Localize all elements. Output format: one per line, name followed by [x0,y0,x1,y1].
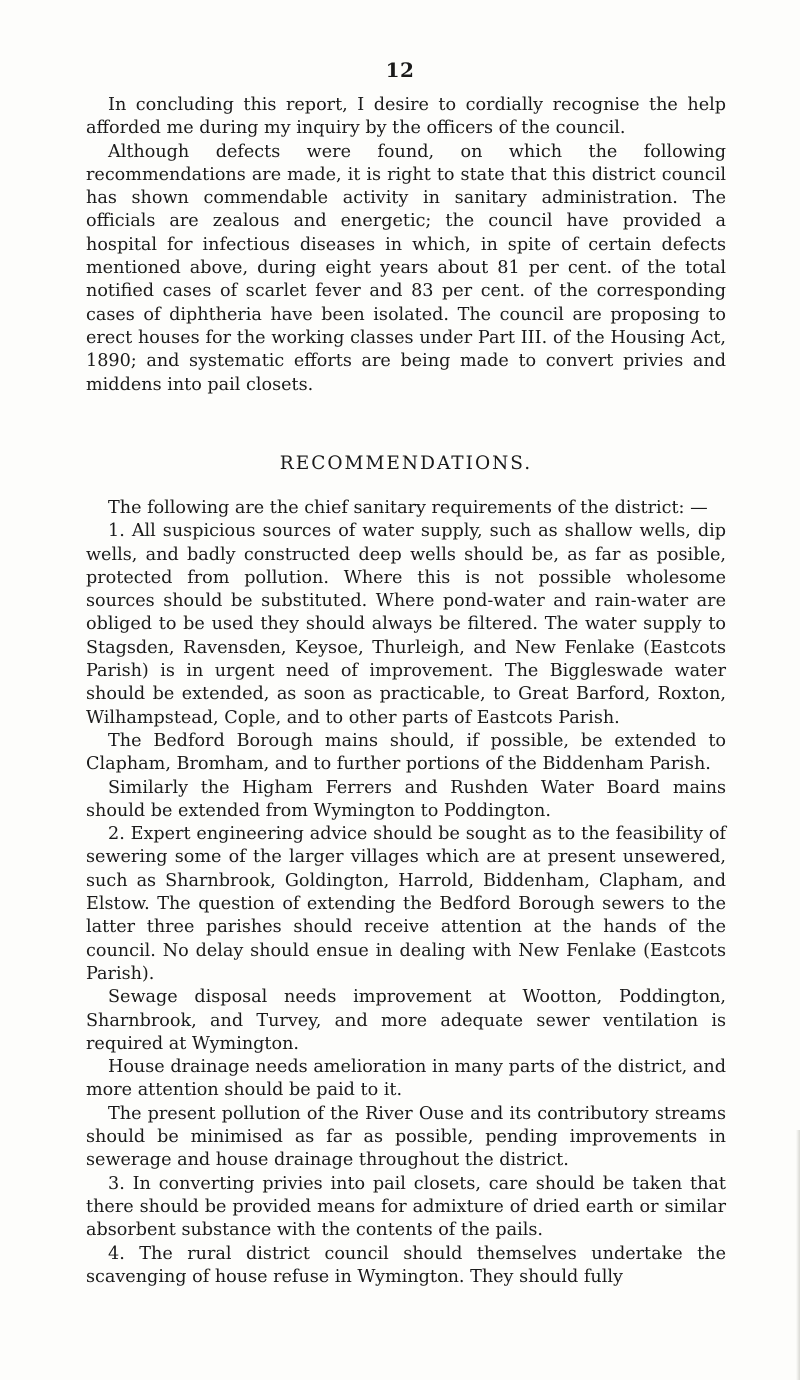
recommendations-heading: RECOMMENDATIONS. [279,453,533,474]
recommendation-river-pollution: The present pollution of the River Ouse and its contributory streams should be minimised as far as possible, pending improvements in sewerage and house drainage throughout the district. [86,1103,726,1171]
recommendation-1-water-supply: 1. All suspicious sources of water supply, such as shallow wells, dip wells, and badly constructed deep wells should be, as far as posible, protected from pollution. Where this is not possible wholesome sources should be substituted. Where pond-water and rain-water are obliged to be used they should always be filtered. The water supply to Stagsden, Ravensden, Keysoe, Thurleigh, and New Fenlake (Eastcots Parish) is in urgent need of improvement. The Biggleswade water should be extended, as soon as practicable, to Great Barford, Roxton, Wilhampstead, Cople, and to other parts of Eastcots Parish. [86,521,726,728]
scan-edge-shadow [796,1130,800,1380]
recommendations-section [86,497,726,1289]
recommendation-4-scavenging: 4. The rural district council should themselves undertake the scavenging of house refuse in Wymington. They should fully [86,1243,726,1287]
intro-paragraph-acknowledgement: In concluding this report, I desire to cordially recognise the help afforded me during my inquiry by the officers of the council. [86,95,726,139]
intro-section [86,94,726,397]
recommendation-sewage-disposal: Sewage disposal needs improvement at Wootton, Poddington, Sharnbrook, and Turvey, and more adequate sewer ventilation is required at Wymington. [86,987,726,1054]
recommendation-water-board-mains: Similarly the Higham Ferrers and Rushden Water Board mains should be extended from Wymington to Poddington. [86,777,726,821]
recommendation-2-sewering: 2. Expert engineering advice should be sought as to the feasibility of sewering some of the larger villages which are at present unsewered, such as Sharnbrook, Goldington, Harrold, Biddenham, Clapham, and Elstow. The question of extending the Bedford Borough sewers to the latter three parishes should receive attention at the hands of the council. No delay should ensue in dealing with New Fenlake (Eastcots Parish). [86,824,726,984]
recommendation-3-pail-closets: 3. In converting privies into pail closets, care should be taken that there should be provided means for admixture of dried earth or similar absorbent substance with the contents of the pails. [86,1173,726,1241]
recommendation-bedford-mains: The Bedford Borough mains should, if possible, be extended to Clapham, Bromham, and to further portions of the Biddenham Parish. [86,730,726,775]
recommendations-intro: The following are the chief sanitary requirements of the district: — [108,498,708,518]
page-number: 12 [385,58,415,82]
intro-paragraph-summary: Although defects were found, on which the following recommendations are made, it is right to state that this district council has shown commendable activity in sanitary administration. The officials are zealous and energetic; the council have provided a hospital for infectious diseases in which, in spite of certain defects mentioned above, during eight years about 81 per cent. of the total notified cases of scarlet fever and 83 per cent. of the corresponding cases of diphtheria have been isolated. The council are proposing to erect houses for the working classes under Part III. of the Housing Act, 1890; and systematic efforts are being made to convert privies and middens into pail closets. [86,141,726,395]
recommendation-house-drainage: House drainage needs amelioration in many parts of the district, and more attention should be paid to it. [86,1057,726,1101]
